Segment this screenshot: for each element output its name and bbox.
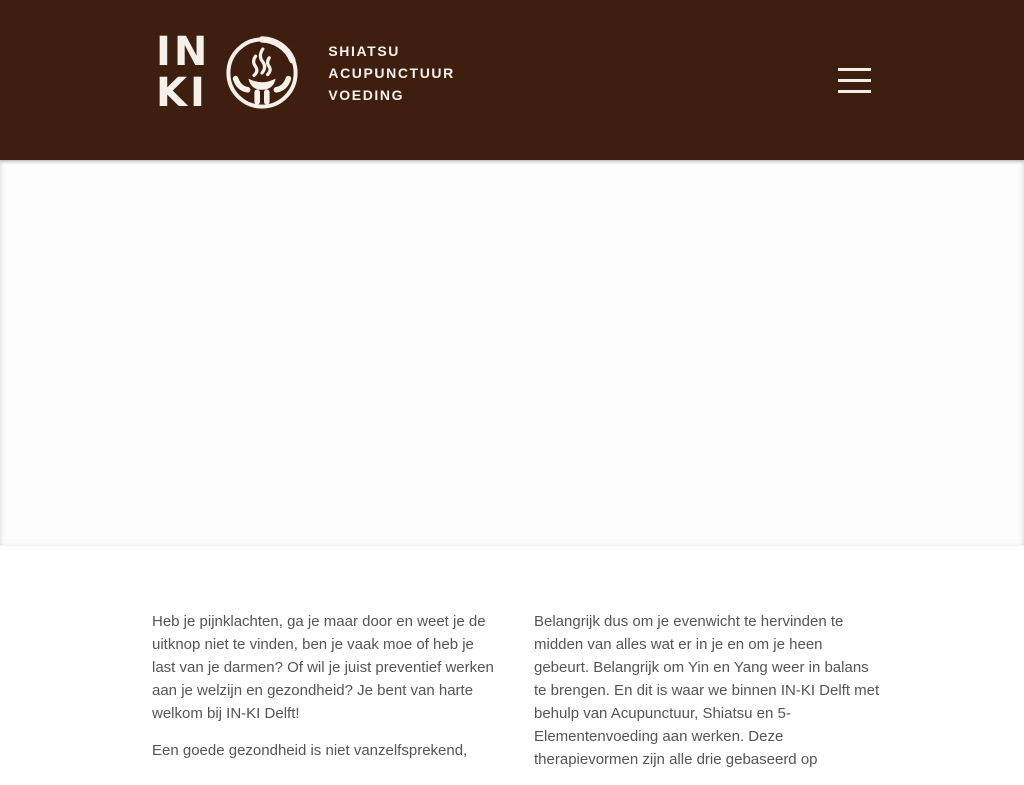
hero-slider-area xyxy=(0,160,1024,546)
intro-paragraph: Een goede gezondheid is niet vanzelfsprekend, xyxy=(152,742,468,759)
intro-paragraph: Belangrijk dus om je evenwicht te hervinden te midden van alles wat er in je en om je heen gebeurt. Belangrijk om Yin en Yang weer in balans te brengen. En dit is waar we binnen IN-KI Delft met behulp van Acupunctuur, Shiatsu en 5-Elementenvoeding aan werken. Deze therapievormen zijn alle drie gebaseerd op xyxy=(534,613,880,768)
logo-wordmark-line1: IN xyxy=(156,29,211,75)
intro-text-section xyxy=(0,546,1024,785)
logo-wordmark xyxy=(156,29,211,116)
hamburger-icon xyxy=(838,68,871,71)
logo-link[interactable] xyxy=(156,29,455,116)
logo-tagline-line1: SHIATSU xyxy=(328,43,400,59)
intro-left-column xyxy=(152,610,498,785)
intro-right-column xyxy=(534,610,880,785)
logo-tagline xyxy=(328,40,454,106)
hamburger-menu-button[interactable] xyxy=(838,62,871,99)
hamburger-icon xyxy=(838,79,871,82)
hamburger-icon xyxy=(838,90,871,93)
logo-tagline-line2: ACUPUNCTUUR xyxy=(328,65,455,81)
hands-holding-steaming-bowl-icon xyxy=(222,33,302,113)
site-header xyxy=(0,0,1024,160)
logo-tagline-line3: VOEDING xyxy=(328,87,405,103)
logo-wordmark-line2: KI xyxy=(156,70,208,116)
intro-paragraph: Heb je pijnklachten, ga je maar door en weet je de uitknop niet te vinden, ben je vaak moe of heb je last van je darmen? Of wil je juist preventief werken aan je welzijn en gezondheid? Je bent van harte welkom bij IN-KI Delft! xyxy=(152,613,494,722)
